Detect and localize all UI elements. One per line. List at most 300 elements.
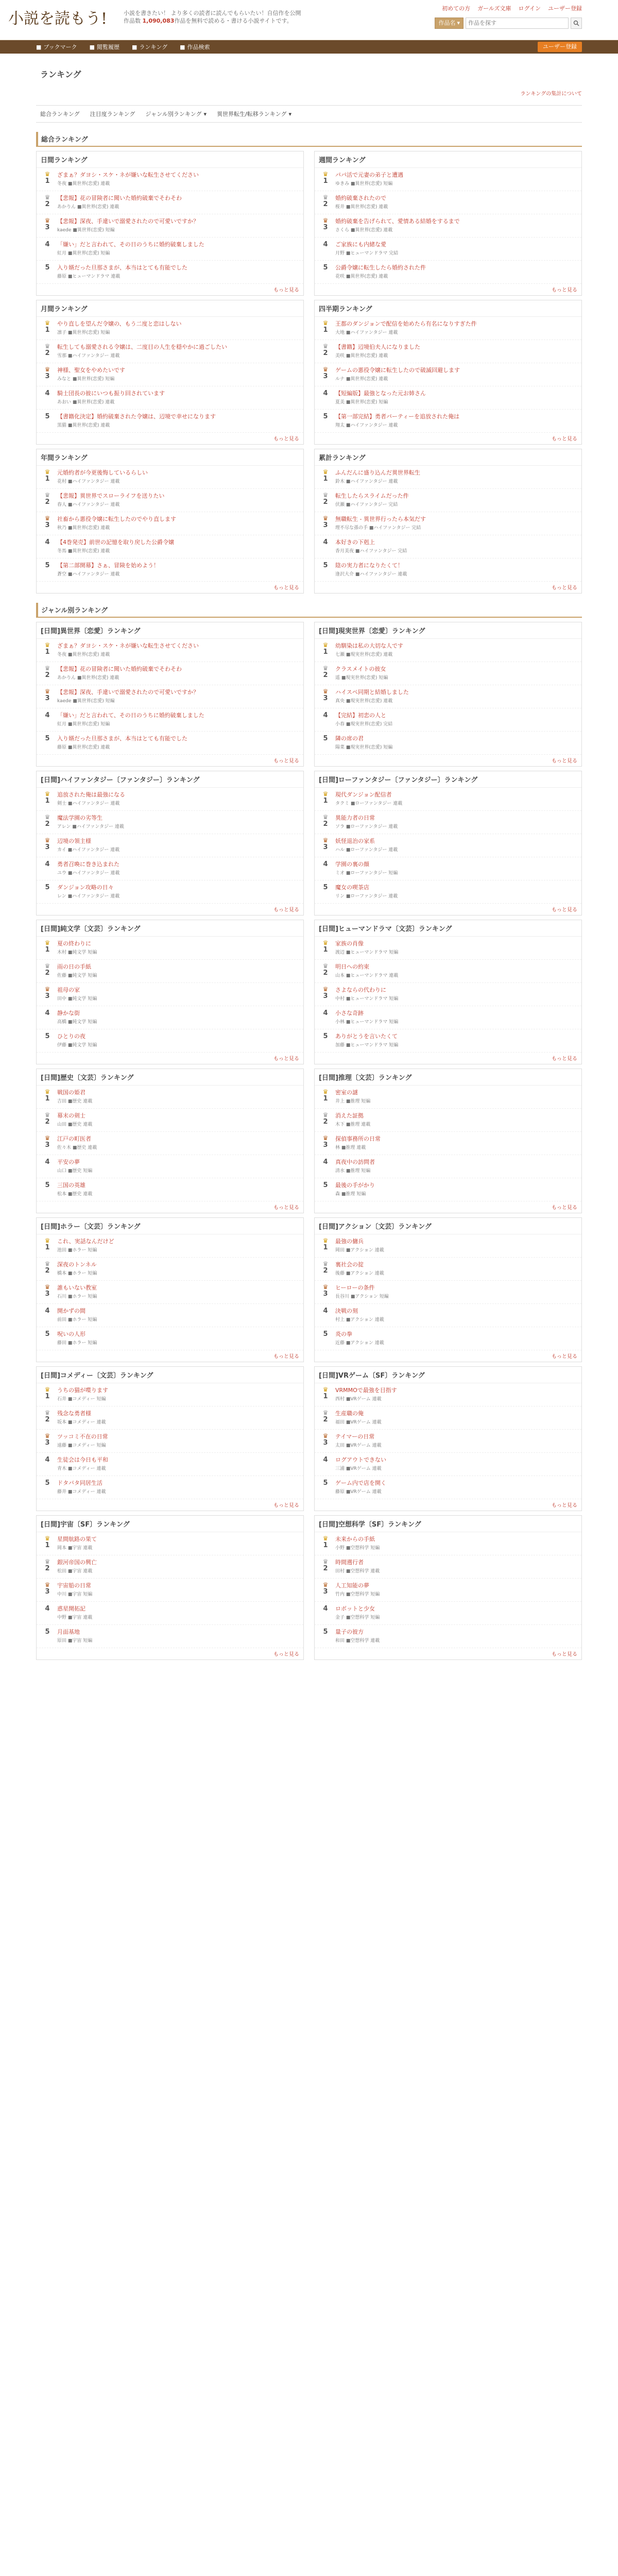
ranking-item[interactable] bbox=[37, 857, 303, 880]
site-logo[interactable] bbox=[6, 4, 108, 33]
ranking-item[interactable] bbox=[37, 489, 303, 512]
work-title-link[interactable]: ゲームの悪役令嬢に転生したので破滅回避します bbox=[335, 367, 460, 374]
filter-isekai[interactable] bbox=[217, 110, 291, 118]
ranking-item[interactable] bbox=[315, 1383, 581, 1406]
work-title-link[interactable]: 妖怪退治の家系 bbox=[335, 838, 375, 844]
work-title-link[interactable]: 生産職の俺 bbox=[335, 1410, 364, 1417]
ranking-item[interactable] bbox=[37, 1532, 303, 1555]
work-title-link[interactable]: 呪いの人形 bbox=[57, 1331, 85, 1337]
ranking-item[interactable] bbox=[37, 466, 303, 489]
ranking-item[interactable] bbox=[315, 489, 581, 512]
work-title-link[interactable]: 入り婿だった旦那さまが、本当はとても有能でした bbox=[57, 735, 187, 742]
rank-body bbox=[57, 1479, 298, 1496]
work-title-link[interactable]: 決戦の刻 bbox=[335, 1308, 358, 1314]
ranking-item[interactable] bbox=[315, 214, 581, 238]
work-meta: ソラ ■ローファンタジー 連載 bbox=[335, 824, 398, 829]
ranking-item[interactable] bbox=[37, 535, 303, 558]
rank-number bbox=[320, 688, 331, 705]
work-title-link[interactable]: ログアウトできない bbox=[335, 1456, 386, 1463]
ranking-item[interactable] bbox=[315, 340, 581, 363]
ranking-item[interactable] bbox=[37, 238, 303, 261]
work-title-link[interactable]: 月面基地 bbox=[57, 1629, 80, 1635]
work-meta: 紅月 ■異世界(恋愛) 短編 bbox=[57, 251, 110, 256]
rank-body bbox=[57, 860, 298, 877]
work-title-link[interactable]: 明日への約束 bbox=[335, 963, 369, 970]
rank-value: 2 bbox=[323, 1416, 328, 1423]
ranking-item[interactable] bbox=[315, 1006, 581, 1029]
work-title-link[interactable]: 元婚約者が今更後悔しているらしい bbox=[57, 469, 148, 476]
ranking-item[interactable] bbox=[315, 512, 581, 535]
more-link[interactable]: もっと見る bbox=[552, 758, 577, 764]
work-title-link[interactable]: 現代ダンジョン配信者 bbox=[335, 791, 392, 798]
ranking-item[interactable] bbox=[315, 788, 581, 811]
ranking-item[interactable] bbox=[37, 1258, 303, 1281]
work-title-link[interactable]: 量子の彼方 bbox=[335, 1629, 364, 1635]
ranking-item[interactable] bbox=[37, 639, 303, 662]
rank-number bbox=[320, 343, 331, 360]
work-title-link[interactable]: ダンジョン攻略の日々 bbox=[57, 884, 114, 891]
work-meta: 秋乃 ■異世界(恋愛) 連載 bbox=[57, 526, 110, 531]
work-title-link[interactable]: VRMMOで最強を目指す bbox=[335, 1387, 397, 1394]
ranking-item[interactable] bbox=[315, 535, 581, 558]
work-title-link[interactable]: 裏社会の掟 bbox=[335, 1261, 364, 1268]
work-title-link[interactable]: ロボットと少女 bbox=[335, 1605, 375, 1612]
ranking-item[interactable] bbox=[37, 1029, 303, 1053]
search-input[interactable] bbox=[466, 18, 569, 29]
work-title-link[interactable]: ひとりの夜 bbox=[57, 1033, 85, 1040]
ranking-item[interactable] bbox=[37, 1579, 303, 1602]
work-title-link[interactable]: 消えた証拠 bbox=[335, 1112, 364, 1119]
work-title-link[interactable]: 幼馴染は私の大切な人です bbox=[335, 642, 403, 649]
rank-body bbox=[335, 1261, 576, 1277]
work-title-link[interactable]: 魔法学園の劣等生 bbox=[57, 815, 102, 821]
work-meta: 和田 ■空想科学 連載 bbox=[335, 1638, 380, 1643]
rank-number bbox=[42, 1261, 53, 1277]
filter-attention[interactable] bbox=[90, 110, 135, 118]
ranking-item[interactable] bbox=[37, 880, 303, 904]
ranking-item[interactable] bbox=[37, 1602, 303, 1625]
ranking-item[interactable] bbox=[315, 1029, 581, 1053]
work-title-link[interactable]: 婚約破棄を告げられて、愛情ある結婚をするまで bbox=[335, 218, 460, 225]
work-title-link[interactable]: 魔女の喫茶店 bbox=[335, 884, 369, 891]
rank-value: 1 bbox=[45, 1244, 50, 1251]
rank-body bbox=[335, 860, 576, 877]
ranking-item[interactable] bbox=[37, 1304, 303, 1327]
work-title-link[interactable]: ハイスペ同期と結婚しました bbox=[335, 689, 409, 696]
ranking-item[interactable] bbox=[315, 834, 581, 857]
ranking-item[interactable] bbox=[37, 1406, 303, 1430]
ranking-item[interactable] bbox=[37, 340, 303, 363]
work-title-link[interactable]: 転生したらスライムだった件 bbox=[335, 493, 409, 499]
rank-body bbox=[335, 1135, 576, 1151]
more-link[interactable]: もっと見る bbox=[273, 1354, 299, 1360]
work-title-link[interactable]: これ、実話なんだけど bbox=[57, 1238, 114, 1245]
work-title-link[interactable]: 未来からの手紙 bbox=[335, 1536, 375, 1543]
work-title-link[interactable]: 神様、聖女をやめたいです bbox=[57, 367, 125, 374]
crown-icon: ♛ bbox=[322, 217, 329, 224]
work-title-link[interactable]: パパ活で元妻の弟子と遭遇 bbox=[335, 172, 403, 178]
ranking-box-title: [日間]VRゲーム〔SF〕ランキング bbox=[315, 1367, 581, 1383]
work-title-link[interactable]: 陰の実力者になりたくて！ bbox=[335, 562, 403, 569]
work-meta: 金子 ■空想科学 短編 bbox=[335, 1615, 380, 1620]
rank-value: 2 bbox=[323, 498, 328, 506]
ranking-item[interactable] bbox=[315, 410, 581, 433]
top-link-0[interactable]: 初めての方 bbox=[442, 5, 471, 12]
filter-overall[interactable] bbox=[40, 110, 80, 118]
work-title-link[interactable]: 惑星開拓記 bbox=[57, 1605, 85, 1612]
ranking-item[interactable] bbox=[315, 1178, 581, 1201]
rank-value: 5 bbox=[323, 1628, 328, 1636]
work-title-link[interactable]: 人工知能の夢 bbox=[335, 1582, 369, 1589]
search-button[interactable] bbox=[571, 18, 582, 29]
work-title-link[interactable]: ざまぁ？ダヨシ・スケ・ネが嫌いな転生させてください bbox=[57, 172, 199, 178]
rank-body bbox=[57, 1582, 298, 1598]
work-title-link[interactable]: ありがとうを言いたくて bbox=[335, 1033, 398, 1040]
ranking-item[interactable] bbox=[315, 811, 581, 834]
work-title-link[interactable]: うちの猫が喋ります bbox=[57, 1387, 108, 1394]
ranking-item[interactable] bbox=[37, 811, 303, 834]
ranking-item[interactable] bbox=[315, 983, 581, 1006]
work-title-link[interactable]: やり直しを望んだ令嬢の、もう二度と恋はしない bbox=[57, 320, 182, 327]
work-meta: 遠藤 ■コメディー 短編 bbox=[57, 1443, 106, 1448]
ranking-item[interactable] bbox=[315, 1327, 581, 1350]
ranking-item[interactable] bbox=[315, 1086, 581, 1109]
rank-number bbox=[320, 1158, 331, 1175]
more-link[interactable]: もっと見る bbox=[552, 287, 577, 293]
work-title-link[interactable]: 「嫌い」だと言われて、その日のうちに婚約破棄しました bbox=[57, 241, 204, 248]
ranking-item[interactable] bbox=[37, 214, 303, 238]
ranking-item[interactable] bbox=[37, 983, 303, 1006]
filter-genre[interactable] bbox=[145, 110, 207, 118]
ranking-item[interactable] bbox=[37, 1109, 303, 1132]
ranking-item[interactable] bbox=[315, 558, 581, 582]
rank-body bbox=[57, 264, 298, 280]
ranking-item[interactable] bbox=[315, 363, 581, 386]
work-title-link[interactable]: 最強の傭兵 bbox=[335, 1238, 364, 1245]
work-meta: あかりん ■異世界(恋愛) 連載 bbox=[57, 205, 119, 210]
ranking-item[interactable] bbox=[315, 639, 581, 662]
work-title-link[interactable]: テイマーの日常 bbox=[335, 1433, 375, 1440]
ranking-box-title: [日間]宇宙〔SF〕ランキング bbox=[37, 1516, 303, 1532]
work-title-link[interactable]: 騎士団長の彼にいつも振り回されています bbox=[57, 390, 165, 397]
more-link[interactable]: もっと見る bbox=[552, 1354, 577, 1360]
ranking-item[interactable] bbox=[37, 317, 303, 340]
work-title-link[interactable]: 【悲報】花の冒険者に聞いた婚約破棄でそわそわ bbox=[57, 666, 182, 672]
work-title-link[interactable]: 【書籍】辺境伯夫人になりました bbox=[335, 344, 420, 350]
work-title-link[interactable]: 勇者召喚に巻き込まれた bbox=[57, 861, 119, 868]
work-title-link[interactable]: 平安の夢 bbox=[57, 1159, 80, 1165]
work-title-link[interactable]: ドタバタ同居生活 bbox=[57, 1480, 102, 1486]
ranking-item[interactable] bbox=[315, 1555, 581, 1579]
user-register-button[interactable]: ユーザー登録 bbox=[538, 42, 582, 52]
ranking-item[interactable] bbox=[315, 732, 581, 755]
more-link[interactable]: もっと見る bbox=[273, 1205, 299, 1211]
work-title-link[interactable]: 学園の裏の顔 bbox=[335, 861, 369, 868]
ranking-item[interactable] bbox=[37, 1453, 303, 1476]
ranking-item[interactable] bbox=[315, 1476, 581, 1499]
ranking-item[interactable] bbox=[37, 708, 303, 732]
ranking-item[interactable] bbox=[37, 1430, 303, 1453]
ranking-item[interactable] bbox=[37, 732, 303, 755]
ranking-item[interactable] bbox=[315, 191, 581, 214]
work-title-link[interactable]: 【第二部開幕】さぁ、冒険を始めよう！ bbox=[57, 562, 159, 569]
rank-number bbox=[42, 1456, 53, 1472]
ranking-item[interactable] bbox=[37, 1155, 303, 1178]
nav-history[interactable] bbox=[90, 43, 119, 51]
work-title-link[interactable]: 深夜のトンネル bbox=[57, 1261, 97, 1268]
ranking-item[interactable] bbox=[315, 386, 581, 410]
more-link[interactable]: もっと見る bbox=[552, 436, 577, 442]
ranking-item[interactable] bbox=[315, 880, 581, 904]
ranking-item[interactable] bbox=[37, 937, 303, 960]
work-title-link[interactable]: 炎の拳 bbox=[335, 1331, 352, 1337]
work-title-link[interactable]: 異能力者の日常 bbox=[335, 815, 375, 821]
work-title-link[interactable]: 開かずの間 bbox=[57, 1308, 85, 1314]
work-meta: 山口 ■歴史 短編 bbox=[57, 1168, 93, 1174]
ranking-item[interactable] bbox=[315, 1132, 581, 1155]
ranking-item[interactable] bbox=[315, 708, 581, 732]
work-title-link[interactable]: 辺境の領主様 bbox=[57, 838, 91, 844]
ranking-item[interactable] bbox=[315, 1625, 581, 1648]
work-title-link[interactable]: 【書籍化決定】婚約破棄された令嬢は、辺境で幸せになります bbox=[57, 413, 216, 420]
work-title-link[interactable]: 江戸の町医者 bbox=[57, 1136, 91, 1142]
ranking-item[interactable] bbox=[315, 1453, 581, 1476]
work-title-link[interactable]: 社畜から悪役令嬢に転生したのでやり直します bbox=[57, 516, 176, 522]
work-title-link[interactable]: 隣の席の君 bbox=[335, 735, 364, 742]
work-title-link[interactable]: ツッコミ不在の日常 bbox=[57, 1433, 108, 1440]
ranking-item[interactable] bbox=[37, 960, 303, 983]
work-title-link[interactable]: ざまぁ？ダヨシ・スケ・ネが嫌いな転生させてください bbox=[57, 642, 199, 649]
top-link-1[interactable]: ガールズ文庫 bbox=[477, 5, 511, 12]
work-title-link[interactable]: 生徒会は今日も平和 bbox=[57, 1456, 108, 1463]
top-link-2[interactable]: ログイン bbox=[518, 5, 541, 12]
ranking-item[interactable] bbox=[315, 960, 581, 983]
ranking-item[interactable] bbox=[37, 1555, 303, 1579]
more-link[interactable]: もっと見る bbox=[552, 1205, 577, 1211]
ranking-item[interactable] bbox=[315, 685, 581, 708]
more-link[interactable]: もっと見る bbox=[552, 1056, 577, 1062]
ranking-item[interactable] bbox=[37, 1086, 303, 1109]
ranking-item[interactable] bbox=[315, 1281, 581, 1304]
work-title-link[interactable]: 密室の謎 bbox=[335, 1089, 358, 1096]
work-meta: 剣士 ■ハイファンタジー 連載 bbox=[57, 801, 120, 806]
top-link-3[interactable]: ユーザー登録 bbox=[548, 5, 582, 12]
work-title-link[interactable]: 銀河帝国の興亡 bbox=[57, 1559, 97, 1566]
ranking-item[interactable] bbox=[315, 317, 581, 340]
ranking-item[interactable] bbox=[37, 662, 303, 685]
rank-value: 3 bbox=[323, 521, 328, 529]
work-title-link[interactable]: 夏の終わりに bbox=[57, 940, 91, 947]
work-title-link[interactable]: 婚約破棄されたので bbox=[335, 195, 386, 201]
ranking-item[interactable] bbox=[37, 1383, 303, 1406]
work-title-link[interactable]: 祖母の家 bbox=[57, 987, 80, 993]
ranking-item[interactable] bbox=[315, 1258, 581, 1281]
ranking-item[interactable] bbox=[37, 1281, 303, 1304]
more-link[interactable]: もっと見る bbox=[552, 1652, 577, 1657]
work-title-link[interactable]: 【悲報】花の冒険者に聞いた婚約破棄でそわそわ bbox=[57, 195, 182, 201]
ranking-item[interactable] bbox=[315, 857, 581, 880]
ranking-item[interactable] bbox=[37, 386, 303, 410]
ranking-item[interactable] bbox=[315, 1579, 581, 1602]
work-title-link[interactable]: 雨の日の手紙 bbox=[57, 963, 91, 970]
rank-value: 1 bbox=[323, 1541, 328, 1549]
work-title-link[interactable]: 幕末の剣士 bbox=[57, 1112, 85, 1119]
ranking-item[interactable] bbox=[315, 1406, 581, 1430]
ranking-item[interactable] bbox=[37, 1006, 303, 1029]
more-link[interactable]: もっと見る bbox=[273, 907, 299, 913]
ranking-item[interactable] bbox=[315, 1602, 581, 1625]
ranking-item[interactable] bbox=[37, 558, 303, 582]
work-meta: ユウ ■ハイファンタジー 連載 bbox=[57, 871, 120, 876]
work-title-link[interactable]: 戦国の姫君 bbox=[57, 1089, 85, 1096]
ranking-item[interactable] bbox=[315, 1109, 581, 1132]
more-link[interactable]: もっと見る bbox=[552, 1503, 577, 1509]
ranking-item[interactable] bbox=[315, 238, 581, 261]
work-title-link[interactable]: 家族の肖像 bbox=[335, 940, 364, 947]
work-meta: 小林 ■ヒューマンドラマ 短編 bbox=[335, 1020, 399, 1025]
work-meta: 木村 ■純文学 短編 bbox=[57, 950, 97, 955]
work-title-link[interactable]: 【悲報】深夜、手違いで溺愛されたので可愛いですか？ bbox=[57, 218, 199, 225]
ranking-item[interactable] bbox=[315, 1532, 581, 1555]
work-title-link[interactable]: ヒーローの条件 bbox=[335, 1284, 375, 1291]
ranking-item[interactable] bbox=[37, 1476, 303, 1499]
search-icon: ■ bbox=[180, 43, 185, 50]
rank-body bbox=[57, 1386, 298, 1403]
rank-body bbox=[335, 735, 576, 751]
ranking-item[interactable] bbox=[315, 168, 581, 191]
ranking-item[interactable] bbox=[315, 466, 581, 489]
work-title-link[interactable]: 【悲報】深夜、手違いで溺愛されたので可愛いですか？ bbox=[57, 689, 199, 696]
rank-value: 5 bbox=[45, 264, 50, 272]
work-title-link[interactable]: 【悲報】異世界でスローライフを送りたい bbox=[57, 493, 165, 499]
crown-icon: ♛ bbox=[322, 492, 329, 499]
rank-body bbox=[335, 1535, 576, 1552]
ranking-item[interactable] bbox=[37, 261, 303, 284]
work-title-link[interactable]: 【4巻発売】前世の記憶を取り戻した公爵令嬢 bbox=[57, 539, 174, 546]
work-meta: 岡田 ■アクション 連載 bbox=[335, 1248, 384, 1253]
ranking-item[interactable] bbox=[37, 410, 303, 433]
ranking-item[interactable] bbox=[315, 1155, 581, 1178]
crown-icon: ♛ bbox=[44, 1535, 50, 1542]
nav-bookmark[interactable] bbox=[36, 43, 77, 51]
ranking-item[interactable] bbox=[37, 191, 303, 214]
work-title-link[interactable]: ゲーム内で店を開く bbox=[335, 1480, 386, 1486]
ranking-item[interactable] bbox=[37, 788, 303, 811]
ranking-item[interactable] bbox=[37, 168, 303, 191]
ranking-item[interactable] bbox=[315, 1430, 581, 1453]
work-title-link[interactable]: 本好きの下剋上 bbox=[335, 539, 375, 546]
ranking-item[interactable] bbox=[37, 685, 303, 708]
rank-number bbox=[320, 642, 331, 658]
work-title-link[interactable]: ご家族にも内緒な愛 bbox=[335, 241, 386, 248]
rank-number bbox=[42, 217, 53, 234]
ranking-item[interactable] bbox=[315, 662, 581, 685]
more-link[interactable]: もっと見る bbox=[273, 585, 299, 591]
nav-search[interactable] bbox=[180, 43, 210, 51]
ranking-item[interactable] bbox=[37, 1625, 303, 1648]
work-title-link[interactable]: 王都のダンジョンで配信を始めたら有名になりすぎた件 bbox=[335, 320, 477, 327]
ranking-item[interactable] bbox=[37, 512, 303, 535]
work-title-link[interactable]: 最後の手がかり bbox=[335, 1182, 375, 1189]
work-title-link[interactable]: 誰もいない教室 bbox=[57, 1284, 97, 1291]
more-link[interactable]: もっと見る bbox=[273, 1056, 299, 1062]
ranking-item[interactable] bbox=[315, 937, 581, 960]
ranking-item[interactable] bbox=[315, 1234, 581, 1258]
more-link[interactable]: もっと見る bbox=[552, 585, 577, 591]
work-title-link[interactable]: 小さな奇跡 bbox=[335, 1010, 364, 1016]
work-title-link[interactable]: 探偵事務所の日常 bbox=[335, 1136, 381, 1142]
work-title-link[interactable]: 三国の英雄 bbox=[57, 1182, 85, 1189]
work-title-link[interactable]: 【第一部完結】勇者パーティーを追放された俺は bbox=[335, 413, 460, 420]
work-title-link[interactable]: クラスメイトの彼女 bbox=[335, 666, 386, 672]
rank-value: 5 bbox=[323, 1181, 328, 1189]
work-title-link[interactable]: 無職転生 - 異世界行ったら本気だす bbox=[335, 516, 426, 522]
work-meta: 山田 ■歴史 連載 bbox=[57, 1122, 93, 1127]
more-link[interactable]: もっと見る bbox=[273, 758, 299, 764]
rank-number bbox=[42, 1158, 53, 1175]
ranking-item[interactable] bbox=[37, 1132, 303, 1155]
rank-number bbox=[42, 264, 53, 280]
chevron-down-icon: ▾ bbox=[288, 110, 291, 117]
help-link[interactable]: ランキングの集計について bbox=[520, 91, 582, 97]
more-link[interactable]: もっと見る bbox=[273, 436, 299, 442]
more-link[interactable]: もっと見る bbox=[273, 1503, 299, 1509]
work-title-link[interactable]: 星間航路の果て bbox=[57, 1536, 97, 1543]
more-link[interactable]: もっと見る bbox=[273, 287, 299, 293]
crown-icon: ♛ bbox=[322, 171, 329, 178]
ranking-box-title: 週間ランキング bbox=[315, 151, 581, 168]
work-title-link[interactable]: 「嫌い」だと言われて、その日のうちに婚約破棄しました bbox=[57, 712, 204, 719]
work-title-link[interactable]: 宇宙船の日常 bbox=[57, 1582, 91, 1589]
work-title-link[interactable]: 追放された俺は最強になる bbox=[57, 791, 125, 798]
ranking-box bbox=[36, 151, 304, 296]
ranking-box-title: 累計ランキング bbox=[315, 449, 581, 466]
work-title-link[interactable]: 【完結】初恋の人と bbox=[335, 712, 386, 719]
ranking-item[interactable] bbox=[37, 363, 303, 386]
ranking-item[interactable] bbox=[315, 261, 581, 284]
nav-ranking[interactable] bbox=[132, 43, 167, 51]
rank-value: 3 bbox=[323, 224, 328, 231]
work-title-link[interactable]: 真夜中の訪問者 bbox=[335, 1159, 375, 1165]
ranking-item[interactable] bbox=[37, 1234, 303, 1258]
more-link[interactable]: もっと見る bbox=[273, 1652, 299, 1657]
work-title-link[interactable]: 入り婿だった旦那さまが、本当はとても有能でした bbox=[57, 264, 187, 271]
ranking-item[interactable] bbox=[37, 1327, 303, 1350]
work-meta: みなと ■異世界(恋愛) 短編 bbox=[57, 377, 115, 382]
ranking-box-title: [日間]空想科学〔SF〕ランキング bbox=[315, 1516, 581, 1532]
work-title-link[interactable]: 転生しても溺愛される令嬢は、二度目の人生を穏やかに過ごしたい bbox=[57, 344, 227, 350]
work-title-link[interactable]: 【短編版】最強となった元お姉さん bbox=[335, 390, 426, 397]
ranking-item[interactable] bbox=[315, 1304, 581, 1327]
work-title-link[interactable]: 静かな街 bbox=[57, 1010, 80, 1016]
ranking-box-title: [日間]コメディー〔文芸〕ランキング bbox=[37, 1367, 303, 1383]
rank-body bbox=[335, 389, 576, 406]
work-title-link[interactable]: 残念な勇者様 bbox=[57, 1410, 91, 1417]
search-type-select[interactable] bbox=[435, 18, 464, 29]
rank-value: 5 bbox=[323, 1330, 328, 1338]
rank-number bbox=[320, 389, 331, 406]
work-title-link[interactable]: 時間遡行者 bbox=[335, 1559, 364, 1566]
work-meta: 真央 ■現実世界(恋愛) 連載 bbox=[335, 699, 393, 704]
work-title-link[interactable]: ふんだんに盛り込んだ異世界転生 bbox=[335, 469, 420, 476]
work-meta: 近藤 ■アクション 連載 bbox=[335, 1341, 384, 1346]
work-title-link[interactable]: さよならの代わりに bbox=[335, 987, 386, 993]
work-title-link[interactable]: 公爵令嬢に転生したら婚約された件 bbox=[335, 264, 426, 271]
more-link[interactable]: もっと見る bbox=[552, 907, 577, 913]
ranking-item[interactable] bbox=[37, 1178, 303, 1201]
ranking-item[interactable] bbox=[37, 834, 303, 857]
rank-value: 2 bbox=[323, 820, 328, 828]
